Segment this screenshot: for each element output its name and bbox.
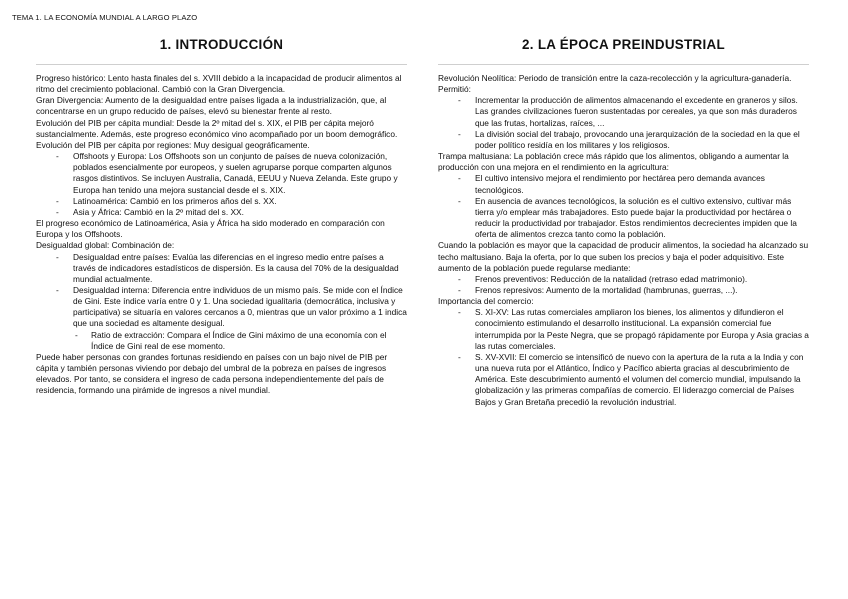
column-introduccion: [36, 36, 407, 397]
regions-list: [36, 151, 407, 218]
list-item-latinoamerica: - Latinoamérica: Cambió en los primeros años del s. XX.: [36, 196, 407, 207]
malthusian-list: [438, 173, 809, 240]
paragraph-progreso-moderado: El progreso económico de Latinoamérica, Asia y África ha sido moderado en comparación con Europa y los Offshoots.: [36, 218, 385, 240]
section-title-epoca-preindustrial: 2. LA ÉPOCA PREINDUSTRIAL: [522, 37, 725, 52]
paragraph-piramide-ingresos: Puede haber personas con grandes fortunas residiendo en países con un bajo nivel de PIB per cápita y también personas viviendo por debajo del umbral de la pobreza en países de ingresos elevados. Por tanto, se considera el ingreso de cada persona independientemente del país de residencia, formando una pirámide de ingresos a nivel mundial.: [36, 351, 388, 396]
neolithic-list: [438, 95, 809, 151]
paragraph-gran-divergencia: Gran Divergencia: Aumento de la desigualdad entre países ligada a la industrialización, que, al concentrarse en un grupo reducido de países, elevó su bienestar frente al resto.: [36, 95, 387, 117]
list-item-siglos-xi-xv: - S. XI-XV: Las rutas comerciales ampliaron los bienes, los alimentos y difundieron el conocimiento estimulando el desarrollo institucional. La expansión comercial fue interrumpida por la Peste Negra, que se propagó rápidamente por Europa y Asia gracias a las rutas comerciales.: [438, 307, 809, 352]
column-epoca-preindustrial: [438, 36, 809, 408]
list-item-desigualdad-interna: - Desigualdad interna: Diferencia entre individuos de un mismo país. Se mide con el Índice de Gini. Este índice varía entre 0 y 1. Una sociedad igualitaria (democrática, inclusiva y participativa) se situaría en valores cercanos a 0, mientras que un valor próximo a 1 indica que una sociedad es altamente desigual.: [36, 285, 407, 330]
list-item-siglos-xv-xvii: - S. XV-XVII: El comercio se intensificó de nuevo con la apertura de la ruta a la India y con una nueva ruta por el Atlántico, Índico y Pacífico abierta gracias al descubrimiento de América. Este descubrimiento aumentó el volumen del comercio mundial, impulsando la globalización y las primeras compañías de comercio. El liderazgo comercial de Países Bajos y Gran Bretaña precedió la revolución industrial.: [438, 352, 809, 408]
title-divider: [36, 64, 407, 65]
paragraph-progreso-historico: Progreso histórico: Lento hasta finales del s. XVIII debido a la incapacidad de producir alimentos al ritmo del crecimiento poblacional. Cambió con la Gran Divergencia.: [36, 73, 402, 95]
paragraph-importancia-comercio: Importancia del comercio:: [438, 296, 534, 307]
list-item-desigualdad-entre-paises: - Desigualdad entre países: Evalúa las diferencias en el ingreso medio entre países a través de indicadores estadísticos de dispersión. Es la causa del 70% de la desigualdad mundial actualmente.: [36, 252, 407, 285]
paragraph-trampa-maltusiana: Trampa maltusiana: La población crece más rápido que los alimentos, obligando a aumentar la producción con una mejora en el rendimiento en la agricultura:: [438, 151, 789, 173]
paragraph-pib-regiones: Evolución del PIB per cápita por regiones: Muy desigual geográficamente.: [36, 139, 310, 150]
section-title-introduccion: 1. INTRODUCCIÓN: [159, 37, 284, 52]
list-item-ratio-extraccion: - Ratio de extracción: Compara el Índice de Gini máximo de una economía con el Índice de Gini real de ese momento.: [36, 330, 407, 352]
list-item-cultivo-intensivo: - El cultivo intensivo mejora el rendimiento por hectárea pero demanda avances tecnológicos.: [438, 173, 809, 195]
section-body-epoca-preindustrial: [438, 73, 809, 408]
document-header: TEMA 1. LA ECONOMÍA MUNDIAL A LARGO PLAZO: [12, 13, 198, 22]
list-item-frenos-preventivos: - Frenos preventivos: Reducción de la natalidad (retraso edad matrimonio).: [438, 274, 809, 285]
paragraph-desigualdad-global: Desigualdad global: Combinación de:: [36, 240, 175, 251]
list-item-frenos-represivos: - Frenos represivos: Aumento de la mortalidad (hambrunas, guerras, ...).: [438, 285, 809, 296]
inequality-list: [36, 252, 407, 352]
title-divider: [438, 64, 809, 65]
brakes-list: [438, 274, 809, 296]
list-item-division-social: - La división social del trabajo, provocando una jerarquización de la sociedad en la que el poder político residía en los militares y los religiosos.: [438, 129, 809, 151]
section-body-introduccion: [36, 73, 407, 397]
paragraph-revolucion-neolitica: Revolución Neolítica: Periodo de transición entre la caza-recolección y la agricultura-ganadería. Permitió:: [438, 73, 792, 95]
list-item-cultivo-extensivo: - En ausencia de avances tecnológicos, la solución es el cultivo extensivo, cultivar más tierra y/o emplear más trabajadores. Esto puede bajar la productividad por hectárea o reducir la productividad por trabajador. Estos rendimientos decrecientes impiden que la oferta de alimentos crezca tanto como la población.: [438, 196, 809, 241]
list-item-offshoots: - Offshoots y Europa: Los Offshoots son un conjunto de países de nueva colonización, poblados esencialmente por europeos, y suelen agruparse porque comparten algunos rasgos distintivos. Se incluyen Australia, Canadá, EEUU y Nueva Zelanda. Este grupo y Europa han tenido una mejora sustancial desde el s. XIX.: [36, 151, 407, 196]
list-item-produccion-alimentos: - Incrementar la producción de alimentos almacenando el excedente en graneros y silos. Las grandes civilizaciones fueron sustentadas por cereales, ya que son más duraderos que las frutas, hortalizas, raíces, ...: [438, 95, 809, 128]
list-item-asia-africa: - Asia y África: Cambió en la 2º mitad del s. XX.: [36, 207, 407, 218]
trade-list: [438, 307, 809, 407]
paragraph-pib-mundial: Evolución del PIB per cápita mundial: Desde la 2º mitad del s. XIX, el PIB per cápita mejoró sustancialmente. Además, este progreso económico vino acompañado por un boom demográfico.: [36, 117, 398, 139]
paragraph-techo-maltusiano: Cuando la población es mayor que la capacidad de producir alimentos, la sociedad ha alcanzado su techo maltusiano. Baja la oferta, por lo que suben los precios y baja el poder adquisitivo. Este aumento de la población puede regularse mediante:: [438, 240, 809, 273]
